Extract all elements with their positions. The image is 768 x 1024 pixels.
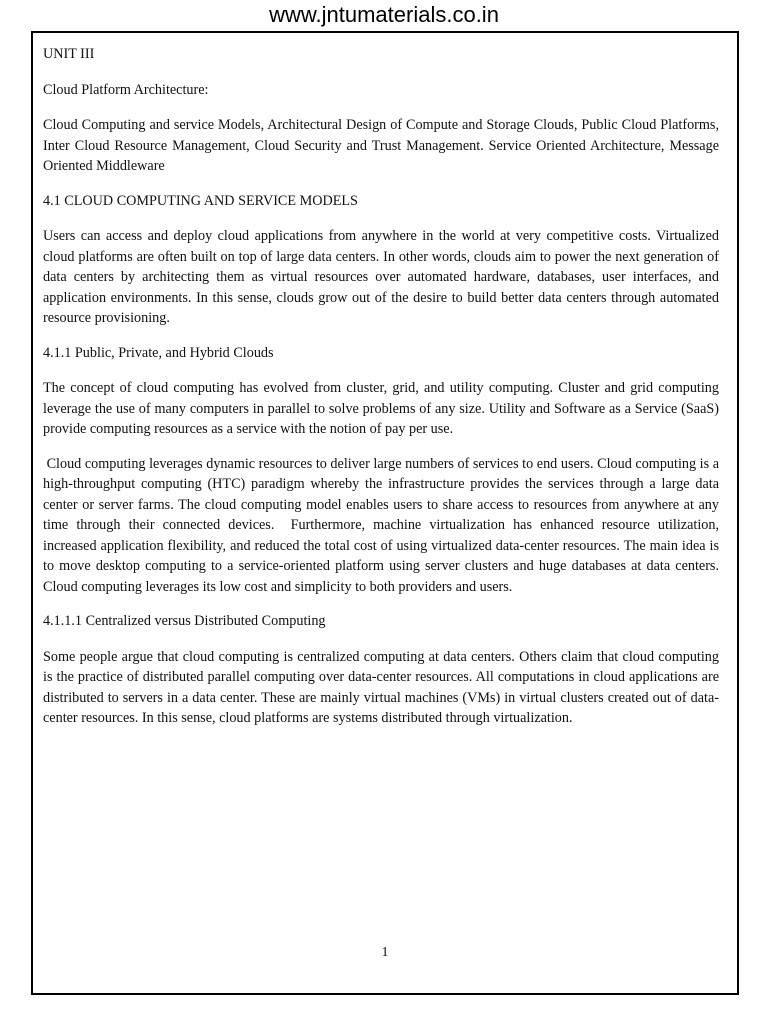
site-url-header: www.jntumaterials.co.in <box>269 2 499 27</box>
page-number: 1 <box>381 945 389 960</box>
section-title: Cloud Platform Architecture: <box>43 81 209 98</box>
heading-4-1-1: 4.1.1 Public, Private, and Hybrid Clouds <box>43 344 274 361</box>
heading-4-1-1-1: 4.1.1.1 Centralized versus Distributed Computing <box>43 613 326 629</box>
document-page <box>31 31 739 995</box>
unit-title: UNIT III <box>43 46 95 62</box>
paragraph-4-1-1-1: Some people argue that cloud computing is centralized computing at data centers. Others claim that cloud computing is the practice of distributed parallel computing over data-center resources. All computations in cloud applications are distributed to servers in a data center. These are mainly virtual machines (VMs) in virtual clusters created out of data-center resources. In this sense, cloud platforms are systems distributed through virtualization. <box>43 648 719 726</box>
syllabus-paragraph: Cloud Computing and service Models, Architectural Design of Compute and Storage Clouds, Public Cloud Platforms, Inter Cloud Resource Management, Cloud Security and Trust Management. Service Oriented Architecture, Message Oriented Middleware <box>43 117 719 174</box>
document-body <box>43 44 723 743</box>
paragraph-4-1-1-b: Cloud computing leverages dynamic resources to deliver large numbers of services to end users. Cloud computing is a high-throughput computing (HTC) paradigm whereby the infrastructure provides the services through a large data center or server farms. The cloud computing model enables users to share access to resources from anywhere at any time through their connected devices. Furthermore, machine virtualization has enhanced resource utilization, increased application flexibility, and reduced the total cost of using virtualized data-center resources. The main idea is to move desktop computing to a service-oriented platform using server clusters and huge databases at data centers. Cloud computing leverages its low cost and simplicity to both providers and users. <box>43 455 723 595</box>
heading-4-1: 4.1 CLOUD COMPUTING AND SERVICE MODELS <box>43 192 358 209</box>
paragraph-4-1: Users can access and deploy cloud applications from anywhere in the world at very competitive costs. Virtualized cloud platforms are often built on top of large data centers. In other words, clouds aim to power the next generation of data centers by architecting them as virtual resources over automated hardware, databases, user interfaces, and application environments. In this sense, clouds grow out of the desire to build better data centers through automated resource provisioning. <box>43 228 719 326</box>
paragraph-4-1-1-a: The concept of cloud computing has evolved from cluster, grid, and utility computing. Cluster and grid computing leverage the use of many computers in parallel to solve problems of any size. Utility and Software as a Service (SaaS) provide computing resources as a service with the notion of pay per use. <box>43 380 719 437</box>
